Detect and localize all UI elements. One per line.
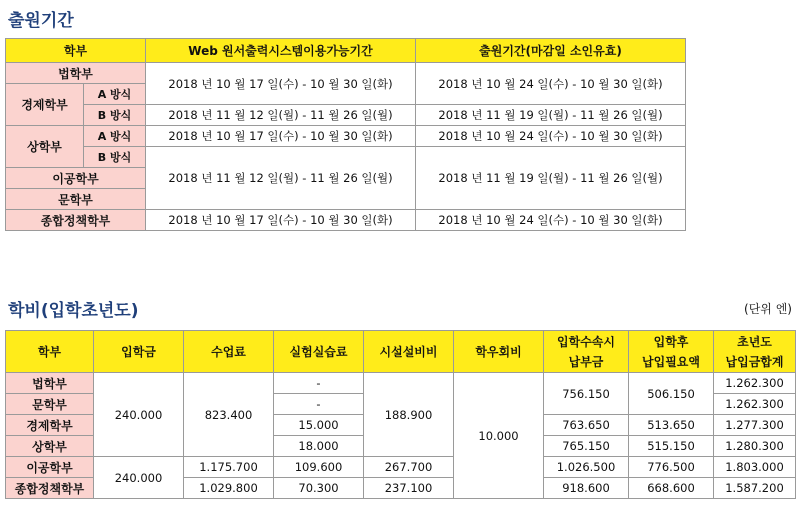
table-header-row: [6, 331, 796, 373]
apply-period-b: 2018 년 11 월 19 일(월) - 11 월 26 일(월): [416, 105, 686, 126]
dept-letters: 문학부: [6, 189, 146, 210]
commerce-lab-fee: 18.000: [274, 436, 364, 457]
engineering-tuition: 1.175.700: [184, 457, 274, 478]
commerce-after-entry: 515.150: [629, 436, 714, 457]
tuition-shared: 823.400: [184, 373, 274, 457]
dept-commerce: 상학부: [6, 126, 84, 168]
apply-period-a: 2018 년 10 월 24 일(수) - 10 월 30 일(화): [416, 210, 686, 231]
commerce-total: 1.280.300: [714, 436, 796, 457]
econ-method-a: A 방식: [84, 84, 146, 105]
commerce-method-b: B 방식: [84, 147, 146, 168]
dept-law: 법학부: [6, 373, 94, 394]
web-period-b: 2018 년 11 월 12 일(월) - 11 월 26 일(월): [146, 105, 416, 126]
web-period-a: 2018 년 10 월 17 일(수) - 10 월 30 일(화): [146, 210, 416, 231]
header-dept: 학부: [6, 331, 94, 373]
law-total: 1.262.300: [714, 373, 796, 394]
section-title-tuition: 학비(입학초년도): [8, 301, 139, 321]
commerce-at-entry: 765.150: [544, 436, 629, 457]
header-entrance-fee: 입학금: [94, 331, 184, 373]
table-row: [6, 63, 686, 84]
engineering-facility-fee: 267.700: [364, 457, 454, 478]
web-period-a: 2018 년 10 월 17 일(수) - 10 월 30 일(화): [146, 63, 416, 105]
header-after-line1: 입학후: [653, 334, 689, 349]
table-row: [6, 457, 796, 478]
law-letters-at-entry: 756.150: [544, 373, 629, 415]
table-header-row: [6, 39, 686, 63]
engineering-at-entry: 1.026.500: [544, 457, 629, 478]
dept-law: 법학부: [6, 63, 146, 84]
header-web-period: Web 원서출력시스템이용가능기간: [146, 39, 416, 63]
header-lab-fee: 실험실습료: [274, 331, 364, 373]
law-letters-after-entry: 506.150: [629, 373, 714, 415]
policy-at-entry: 918.600: [544, 478, 629, 499]
policy-after-entry: 668.600: [629, 478, 714, 499]
dept-engineering: 이공학부: [6, 168, 146, 189]
unit-label: (단위 엔): [744, 302, 792, 316]
table-row: [6, 126, 686, 147]
dept-policy: 종합정책학부: [6, 478, 94, 499]
econ-lab-fee: 15.000: [274, 415, 364, 436]
econ-method-b: B 방식: [84, 105, 146, 126]
dept-commerce: 상학부: [6, 436, 94, 457]
alumni-fee-shared: 10.000: [454, 373, 544, 499]
header-dept: 학부: [6, 39, 146, 63]
table-row: [6, 210, 686, 231]
engineering-after-entry: 776.500: [629, 457, 714, 478]
header-at-entry-line1: 입학수속시: [557, 334, 615, 349]
dept-econ: 경제학부: [6, 415, 94, 436]
table-row: [6, 105, 686, 126]
web-period-b: 2018 년 11 월 12 일(월) - 11 월 26 일(월): [146, 147, 416, 210]
policy-total: 1.587.200: [714, 478, 796, 499]
header-total: [714, 331, 796, 373]
header-after-entry: [629, 331, 714, 373]
entrance-fee-shared: 240.000: [94, 457, 184, 499]
policy-lab-fee: 70.300: [274, 478, 364, 499]
apply-period-a: 2018 년 10 월 24 일(수) - 10 월 30 일(화): [416, 126, 686, 147]
header-tuition: 수업료: [184, 331, 274, 373]
header-total-line2: 납입금합계: [725, 354, 784, 369]
law-lab-fee: -: [274, 373, 364, 394]
header-at-entry: [544, 331, 629, 373]
letters-total: 1.262.300: [714, 394, 796, 415]
engineering-lab-fee: 109.600: [274, 457, 364, 478]
dept-letters: 문학부: [6, 394, 94, 415]
commerce-method-a: A 방식: [84, 126, 146, 147]
dept-policy: 종합정책학부: [6, 210, 146, 231]
facility-fee-shared: 188.900: [364, 373, 454, 457]
dept-econ: 경제학부: [6, 84, 84, 126]
table-row: [6, 147, 686, 168]
table-row: [6, 373, 796, 394]
application-period-table: [5, 38, 686, 231]
apply-period-b: 2018 년 11 월 19 일(월) - 11 월 26 일(월): [416, 147, 686, 210]
header-alumni-fee: 학우회비: [454, 331, 544, 373]
web-period-a: 2018 년 10 월 17 일(수) - 10 월 30 일(화): [146, 126, 416, 147]
dept-engineering: 이공학부: [6, 457, 94, 478]
section-title-application-period: 출원기간: [8, 11, 74, 31]
header-facility-fee: 시설설비비: [364, 331, 454, 373]
econ-at-entry: 763.650: [544, 415, 629, 436]
econ-total: 1.277.300: [714, 415, 796, 436]
letters-lab-fee: -: [274, 394, 364, 415]
header-after-line2: 납입필요액: [642, 354, 700, 369]
econ-after-entry: 513.650: [629, 415, 714, 436]
apply-period-a: 2018 년 10 월 24 일(수) - 10 월 30 일(화): [416, 63, 686, 105]
tuition-table: [5, 330, 796, 499]
entrance-fee-shared: 240.000: [94, 373, 184, 457]
engineering-total: 1.803.000: [714, 457, 796, 478]
header-at-entry-line2: 납부금: [568, 354, 604, 369]
policy-facility-fee: 237.100: [364, 478, 454, 499]
policy-tuition: 1.029.800: [184, 478, 274, 499]
header-apply-period: 출원기간(마감일 소인유효): [416, 39, 686, 63]
header-total-line1: 초년도: [737, 334, 772, 349]
